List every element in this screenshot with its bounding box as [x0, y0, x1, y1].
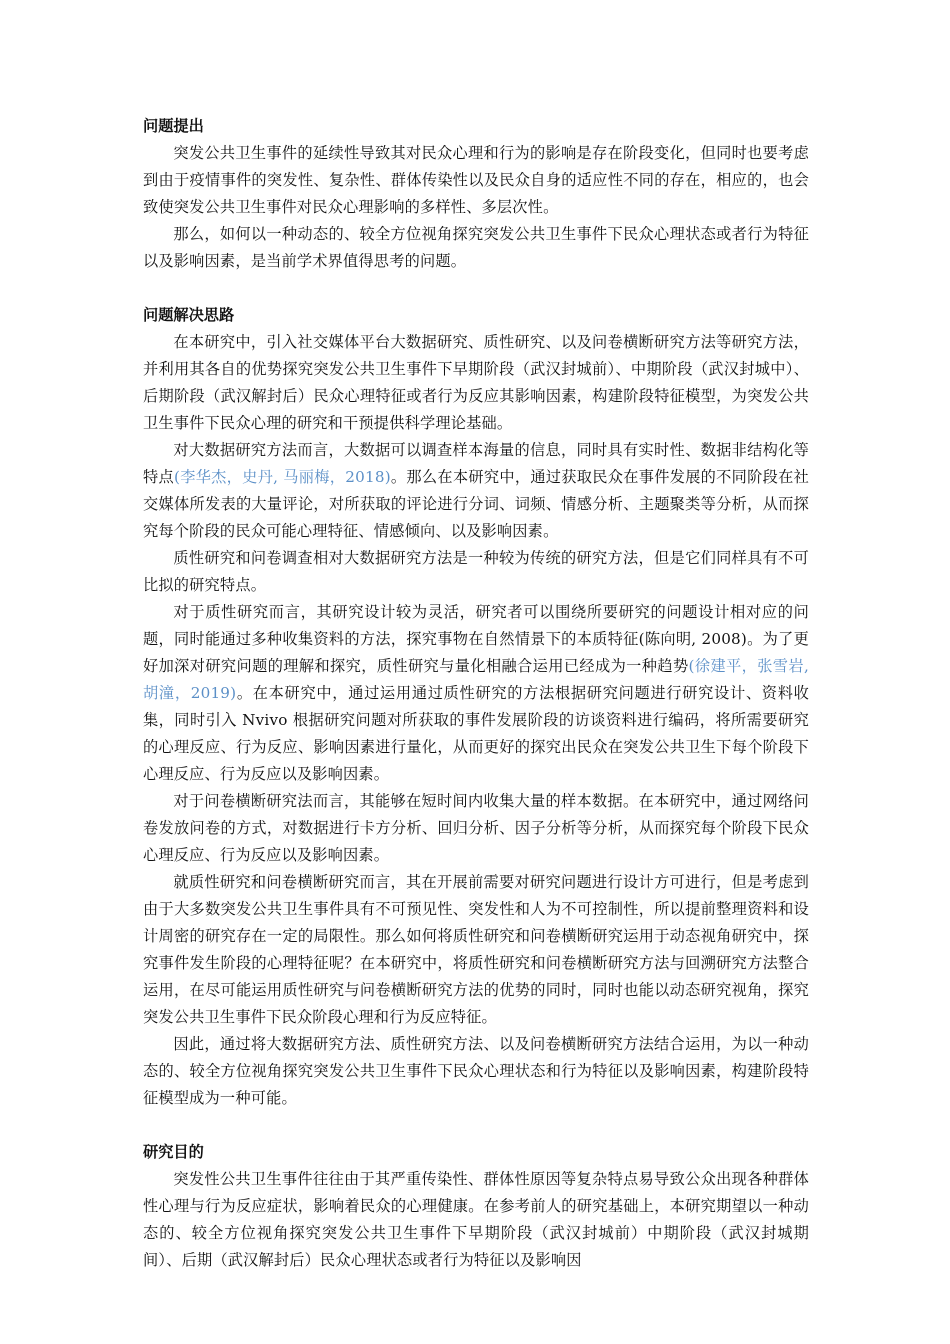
section-heading: 研究目的	[143, 1143, 204, 1161]
paragraph-text: 。那么在本研究中，通过获取民众在事件发展的不同阶段在社交媒体所发表的大量评论，对所获取的评论进行分词、词频、情感分析、主题聚类等分析，从而探究每个阶段的民众可能心理特征、情感倾向、以及影响因素。	[143, 468, 809, 540]
paragraph	[143, 140, 809, 221]
section-solution-approach	[143, 302, 809, 1112]
paragraph-text: 对大数据研究方法而言，大数据可以调查样本海量的信息，同时具有实时性、数据非结构化等特点	[143, 441, 809, 486]
paragraph-text: 对于质性研究而言，其研究设计较为灵活，研究者可以围绕所要研究的问题设计相对应的问题，同时能通过多种收集资料的方法，探究事物在自然情景下的本质特征(陈向明, 2008)。为了更好加深对研究问题的理解和探究，质性研究与量化相融合运用已经成为一种趋势	[143, 603, 809, 675]
document-page	[143, 113, 809, 1301]
citation-link[interactable]: (徐建平，张雪岩, 胡潼，2019)	[143, 657, 810, 702]
paragraph-text: 那么，如何以一种动态的、较全方位视角探究突发公共卫生事件下民众心理状态或者行为特征以及影响因素，是当前学术界值得思考的问题。	[143, 225, 809, 270]
citation-link[interactable]: (李华杰，史丹, 马丽梅，2018)	[173, 468, 391, 486]
section-research-purpose	[143, 1139, 809, 1274]
paragraph-text: 质性研究和问卷调查相对大数据研究方法是一种较为传统的研究方法，但是它们同样具有不可比拟的研究特点。	[143, 549, 809, 594]
paragraph	[143, 437, 809, 545]
paragraph-text: 突发公共卫生事件的延续性导致其对民众心理和行为的影响是存在阶段变化，但同时也要考虑到由于疫情事件的突发性、复杂性、群体传染性以及民众自身的适应性不同的存在，相应的，也会致使突发公共卫生事件对民众心理影响的多样性、多层次性。	[143, 144, 809, 216]
paragraph	[143, 545, 809, 599]
paragraph	[143, 221, 809, 275]
paragraph	[143, 329, 809, 437]
paragraph	[143, 788, 809, 869]
section-heading: 问题解决思路	[143, 306, 235, 324]
paragraph-text: 就质性研究和问卷横断研究而言，其在开展前需要对研究问题进行设计方可进行，但是考虑到由于大多数突发公共卫生事件具有不可预见性、突发性和人为不可控制性，所以提前整理资料和设计周密的研究存在一定的局限性。那么如何将质性研究和问卷横断研究运用于动态视角研究中，探究事件发生阶段的心理特征呢？在本研究中，将质性研究和问卷横断研究方法与回溯研究方法整合运用，在尽可能运用质性研究与问卷横断研究方法的优势的同时，同时也能以动态研究视角，探究突发公共卫生事件下民众阶段心理和行为反应特征。	[143, 873, 809, 1026]
section-heading: 问题提出	[143, 117, 204, 135]
paragraph	[143, 1031, 809, 1112]
paragraph	[143, 1166, 809, 1274]
paragraph-text: 因此，通过将大数据研究方法、质性研究方法、以及问卷横断研究方法结合运用，为以一种动态的、较全方位视角探究突发公共卫生事件下民众心理状态和行为特征以及影响因素，构建阶段特征模型成为一种可能。	[143, 1035, 809, 1107]
paragraph-text: 突发性公共卫生事件往往由于其严重传染性、群体性原因等复杂特点易导致公众出现各种群体性心理与行为反应症状，影响着民众的心理健康。在参考前人的研究基础上，本研究期望以一种动态的、较全方位视角探究突发公共卫生事件下早期阶段（武汉封城前）中期阶段（武汉封城期间）、后期（武汉解封后）民众心理状态或者行为特征以及影响因	[143, 1170, 809, 1269]
paragraph-text: 在本研究中，引入社交媒体平台大数据研究、质性研究、以及问卷横断研究方法等研究方法，并利用其各自的优势探究突发公共卫生事件下早期阶段（武汉封城前）、中期阶段（武汉封城中）、后期阶段（武汉解封后）民众心理特征或者行为反应其影响因素，构建阶段特征模型，为突发公共卫生事件下民众心理的研究和干预提供科学理论基础。	[143, 333, 809, 432]
paragraph-text: 对于问卷横断研究法而言，其能够在短时间内收集大量的样本数据。在本研究中，通过网络问卷发放问卷的方式，对数据进行卡方分析、回归分析、因子分析等分析，从而探究每个阶段下民众心理反应、行为反应以及影响因素。	[143, 792, 809, 864]
paragraph-text: 。在本研究中，通过运用通过质性研究的方法根据研究问题进行研究设计、资料收集，同时引入 Nvivo 根据研究问题对所获取的事件发展阶段的访谈资料进行编码，将所需要研究的心理反应、行为反应、影响因素进行量化，从而更好的探究出民众在突发公共卫生下每个阶段下心理反应、行为反应以及影响因素。	[143, 684, 809, 783]
paragraph	[143, 869, 809, 1031]
paragraph	[143, 599, 809, 788]
section-problem-statement	[143, 113, 809, 275]
